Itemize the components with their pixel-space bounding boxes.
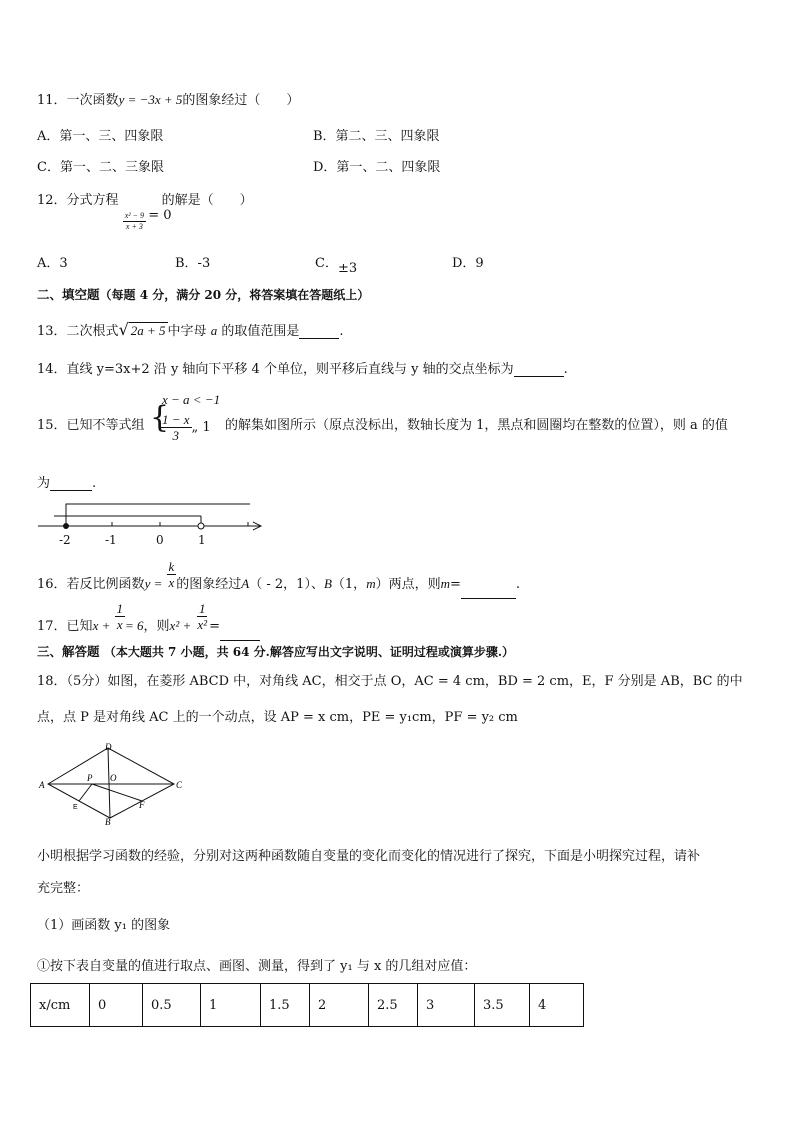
q11-stem: 11．一次函数y = −3x + 5的图象经过（ ） xyxy=(37,92,300,108)
q16-stem: 16．若反比例函数y = $\frac{k}{x}$ 的图象经过A（ - 2，1）、B（1，m）两点，则m= . xyxy=(37,560,520,589)
svg-text:F: F xyxy=(139,800,145,810)
q12-option-c: C．±3 xyxy=(315,256,358,276)
q18-para1: 小明根据学习函数的经验，分别对这两种函数随自变量的变化而变化的情况进行了探究，下面是小明探究过程，请补 xyxy=(37,849,701,864)
table-cell: 1 xyxy=(201,984,261,1027)
table-cell: 2.5 xyxy=(369,984,418,1027)
q15-ineq1: x − a < −1 xyxy=(162,392,221,407)
q15-num: 15．已知不等式组 xyxy=(37,418,145,433)
svg-text:O: O xyxy=(110,773,117,783)
q17-stem: 17．已知x + $\frac{1}{x}$ = 6，则x² + $\frac{1}{\text{x²}}$ = xyxy=(37,602,260,631)
section3-heading: 三、解答题 （本大题共 7 小题，共 64 分.解答应写出文字说明、证明过程或演算步骤.） xyxy=(37,644,514,659)
table-cell: 4 xyxy=(530,984,584,1027)
svg-text:B: B xyxy=(105,817,111,825)
table-cell: 1.5 xyxy=(261,984,310,1027)
q18-sub2: ①按下表自变量的值进行取点、画图、测量，得到了 y₁ 与 x 的几组对应值： xyxy=(37,959,477,974)
svg-text:A: A xyxy=(39,780,45,790)
table-cell: 3 xyxy=(418,984,475,1027)
q15-cont: 为 . xyxy=(37,476,97,491)
axis-label-0: 0 xyxy=(156,533,164,547)
q12-option-d: D．9 xyxy=(452,256,484,271)
svg-text:E: E xyxy=(73,804,78,811)
table-row xyxy=(31,984,584,1027)
q11-option-d: D．第一、二、四象限 xyxy=(313,160,441,175)
q14-stem: 14．直线 y=3x+2 沿 y 轴向下平移 4 个单位，则平移后直线与 y 轴的交点坐标为 . xyxy=(37,362,568,377)
table-cell: 2 xyxy=(310,984,369,1027)
q18-line2: 点，点 P 是对角线 AC 上的一个动点，设 AP = x cm，PE = y₁cm，PF = y₂ cm xyxy=(37,710,518,725)
axis-label-neg1: -1 xyxy=(105,533,117,547)
q11-option-b: B．第二、三、四象限 xyxy=(313,129,440,144)
table-cell: 0 xyxy=(90,984,143,1027)
svg-text:D: D xyxy=(105,742,112,752)
value-table xyxy=(30,983,584,1027)
q12-stem: 12．分式方程 $\frac{\text{x² − 9}}{x + 3}$ = 0 的解是（ ） xyxy=(37,193,253,231)
svg-text:C: C xyxy=(176,780,183,790)
q18-sub1: （1）画函数 y₁ 的图象 xyxy=(37,918,171,933)
q15-brace: { xyxy=(150,400,170,435)
axis-label-neg2: -2 xyxy=(59,533,71,547)
q12-option-a: A．3 xyxy=(37,256,68,271)
table-cell: 3.5 xyxy=(475,984,530,1027)
q11-option-a: A．第一、三、四象限 xyxy=(37,129,164,144)
q15-post: 的解集如图所示（原点没标出，数轴长度为 1，黑点和圆圈均在整数的位置），则 a 的值 xyxy=(225,418,728,433)
q18-para2: 充完整： xyxy=(37,881,90,896)
table-cell: x/cm xyxy=(31,984,90,1027)
section2-heading: 二、填空题（每题 4 分，满分 20 分，将答案填在答题纸上） xyxy=(37,287,370,302)
rhombus-figure xyxy=(38,740,188,825)
q12-option-b: B．-3 xyxy=(175,256,211,271)
axis-label-1: 1 xyxy=(198,533,206,547)
table-cell: 0.5 xyxy=(143,984,201,1027)
q18-line1: 18．（5分）如图，在菱形 ABCD 中，对角线 AC，相交于点 O，AC = 4 cm，BD = 2 cm，E，F 分别是 AB，BC 的中 xyxy=(37,674,743,689)
q15-ineq2: $\frac{1 - x}{3}$ „ 1 xyxy=(162,412,211,443)
svg-text:P: P xyxy=(87,773,93,783)
q11-option-c: C．第一、二、三象限 xyxy=(37,160,164,175)
q13-stem: 13．二次根式√ 2a + 5 中字母 a 的取值范围是 . xyxy=(37,320,344,339)
